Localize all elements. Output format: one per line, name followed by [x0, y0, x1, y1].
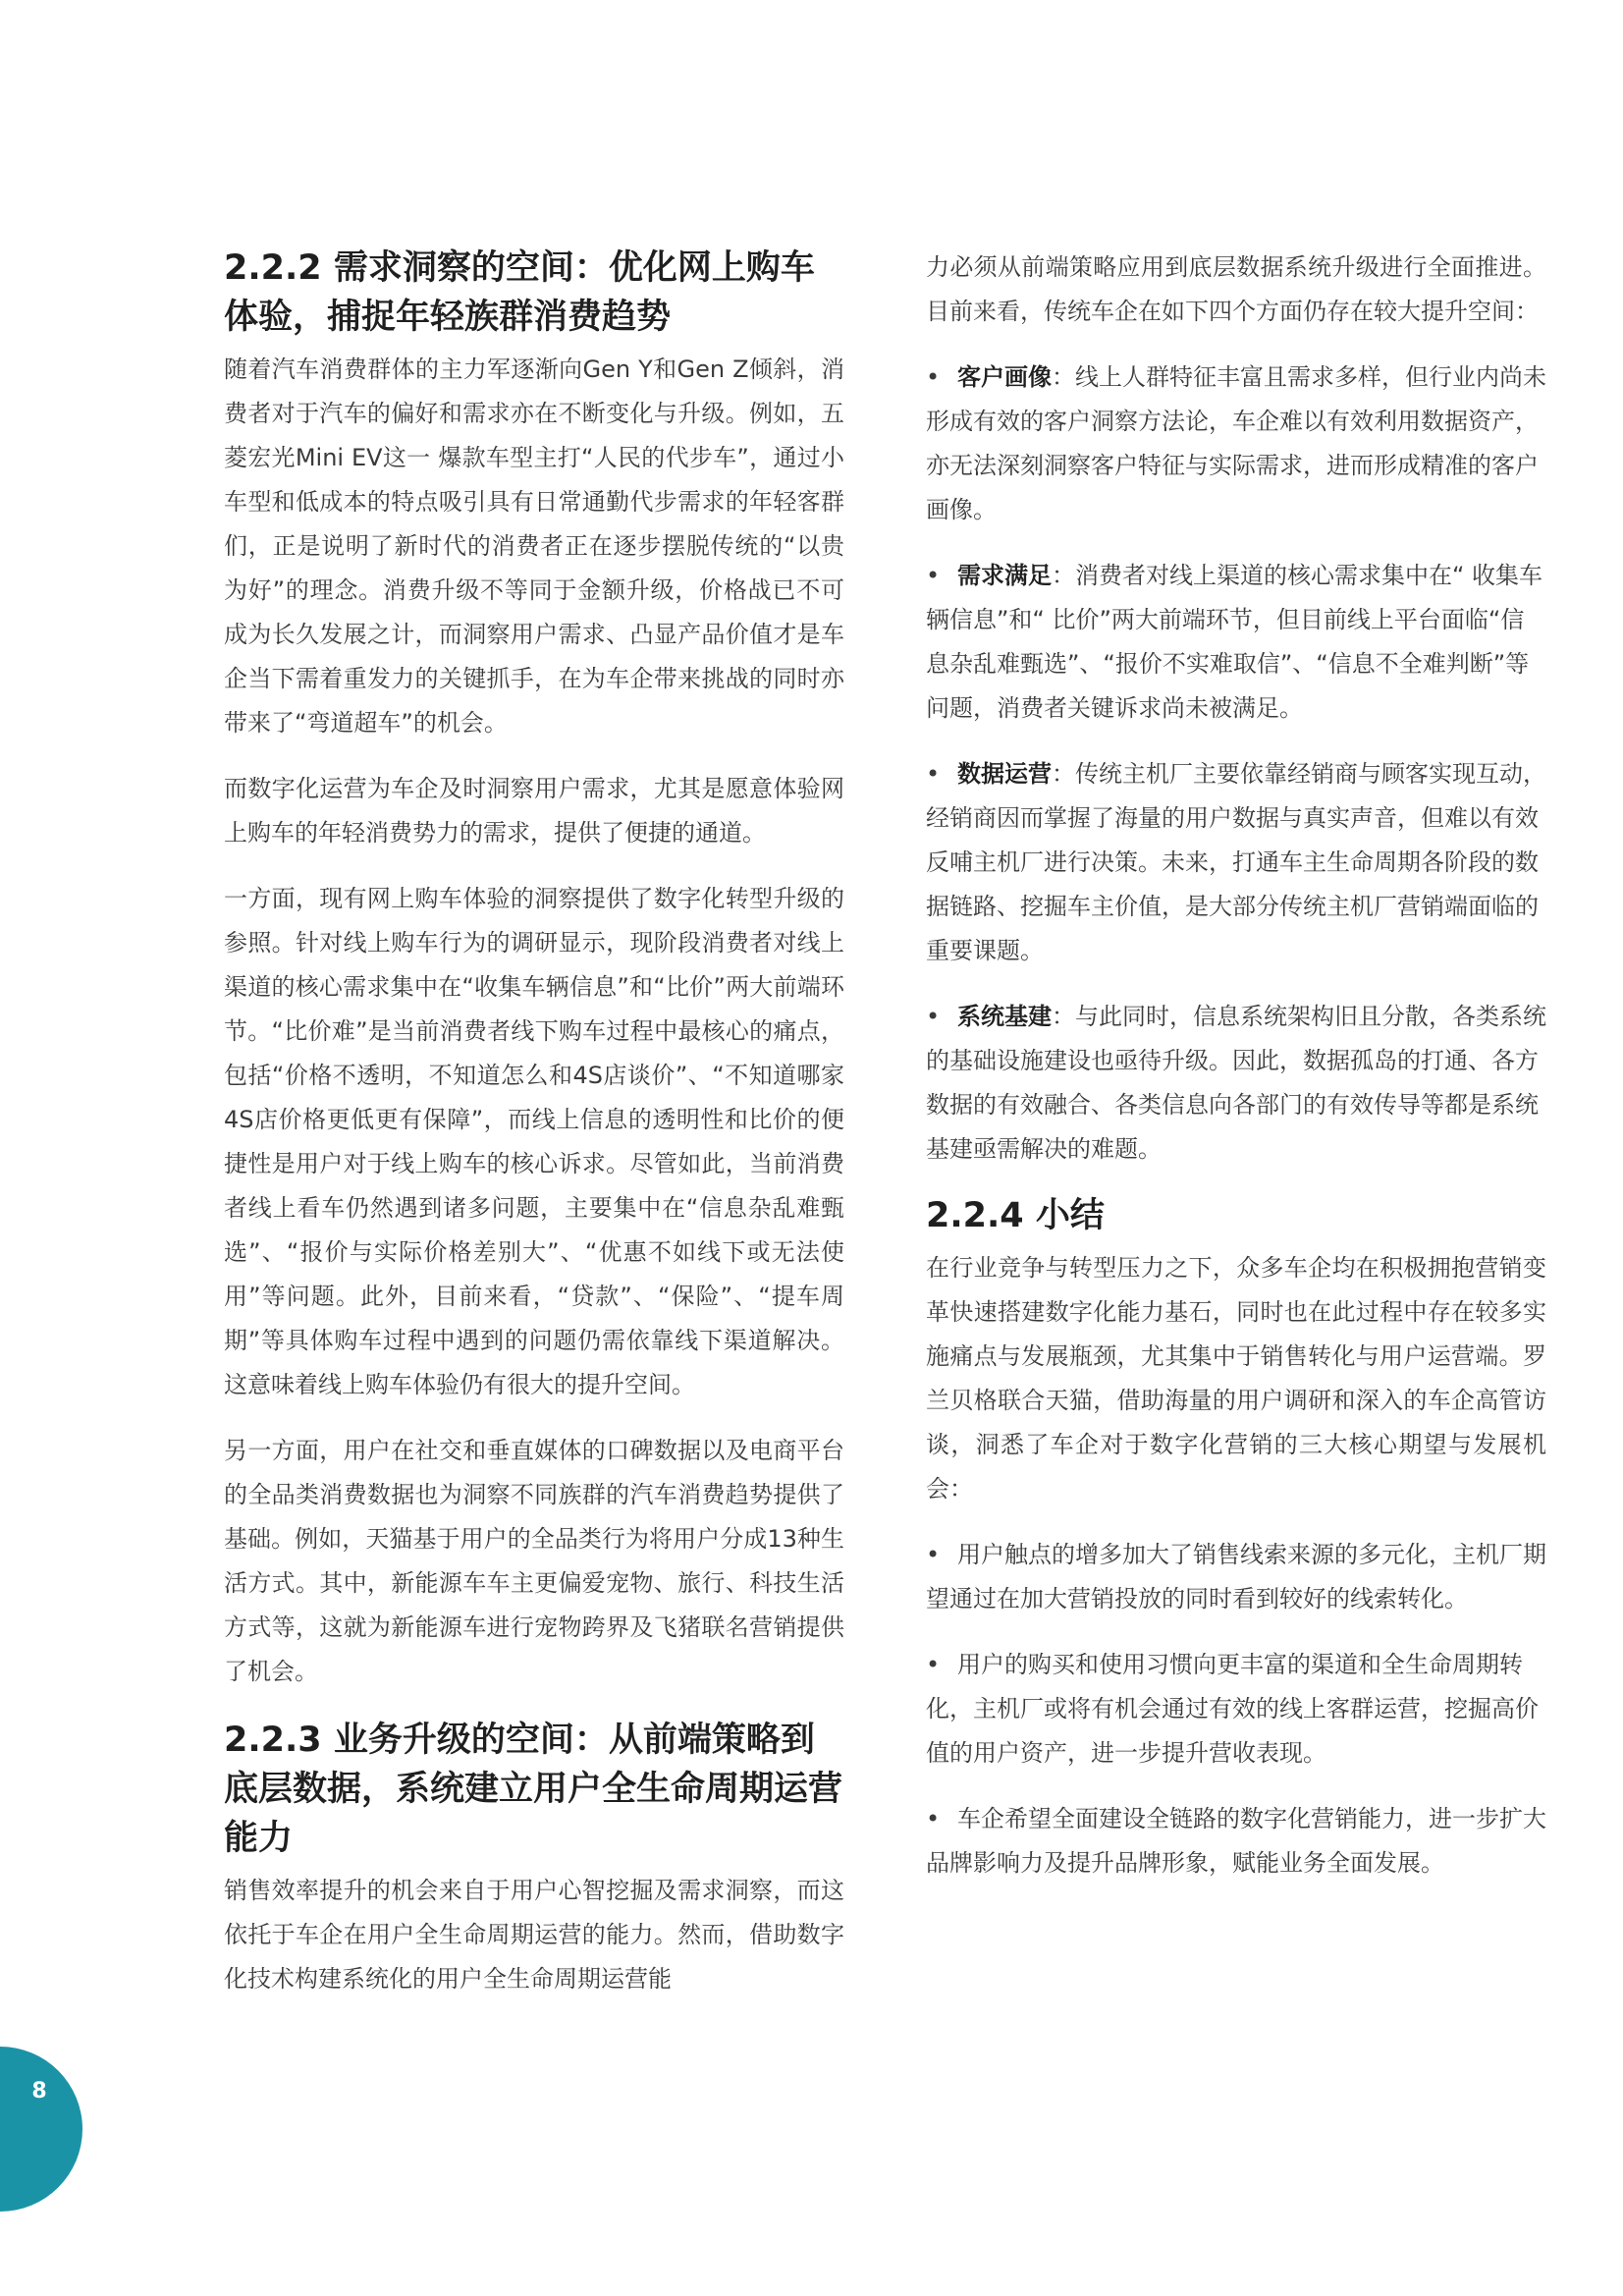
- summary-item-full-chain: [926, 1797, 1546, 1886]
- paragraph-consumer-trend: 随着汽车消费群体的主力军逐渐向Gen Y和Gen Z倾斜，消费者对于汽车的偏好和需求亦在不断变化与升级。例如，五菱宏光Mini EV这一 爆款车型主打“人民的代步车”，通过小车型和低成本的特点吸引具有日常通勤代步需求的年轻客群们，正是说明了新时代的消费者正在逐步摆脱传统的“以贵为好”的理念。消费升级不等同于金额升级，价格战已不可成为长久发展之计，而洞察用户需求、凸显产品价值才是车企当下需着重发力的关键抓手，在为车企带来挑战的同时亦带来了“弯道超车”的机会。: [224, 355, 844, 737]
- bullet-keyword: 需求满足: [957, 562, 1052, 589]
- bullet-dot-icon: •: [926, 1805, 941, 1832]
- bullet-text: ：与此同时，信息系统架构旧且分散，各类系统的基础设施建设也亟待升级。因此，数据孤岛的打通、各方数据的有效融合、各类信息向各部门的有效传导等都是系统基建亟需解决的难题。: [926, 1003, 1546, 1163]
- bullet-customer-profile: [926, 355, 1546, 532]
- bullet-dot-icon: •: [926, 562, 941, 589]
- paragraph-continued: 力必须从前端策略应用到底层数据系统升级进行全面推进。目前来看，传统车企在如下四个方面仍存在较大提升空间：: [926, 253, 1546, 325]
- bullet-keyword: 系统基建: [957, 1003, 1052, 1030]
- bullet-keyword: 客户画像: [957, 363, 1052, 391]
- right-column: [926, 246, 1546, 1886]
- bullet-dot-icon: •: [926, 1651, 941, 1678]
- bullet-data-operation: [926, 752, 1546, 973]
- summary-text: 车企希望全面建设全链路的数字化营销能力，进一步扩大品牌影响力及提升品牌形象，赋能业务全面发展。: [926, 1805, 1546, 1877]
- left-column: [224, 244, 844, 2001]
- paragraph-summary: 在行业竞争与转型压力之下，众多车企均在积极拥抱营销变革快速搭建数字化能力基石，同时也在此过程中存在较多实施痛点与发展瓶颈，尤其集中于销售转化与用户运营端。罗兰贝格联合天猫，借助海量的用户调研和深入的车企高管访谈，洞悉了车企对于数字化营销的三大核心期望与发展机会：: [926, 1254, 1546, 1503]
- page-number-badge: [0, 2047, 82, 2212]
- summary-item-touchpoints: [926, 1533, 1546, 1621]
- bullet-dot-icon: •: [926, 363, 941, 391]
- heading-2-2-2: 2.2.2 需求洞察的空间：优化网上购车体验，捕捉年轻族群消费趋势: [224, 248, 815, 337]
- bullet-system-infrastructure: [926, 995, 1546, 1172]
- heading-2-2-3: 2.2.3 业务升级的空间：从前端策略到底层数据，系统建立用户全生命周期运营能力: [224, 1721, 843, 1858]
- bullet-dot-icon: •: [926, 1541, 941, 1568]
- bullet-demand-satisfaction: [926, 554, 1546, 731]
- bullet-text: ：线上人群特征丰富且需求多样，但行业内尚未形成有效的客户洞察方法论，车企难以有效利用数据资产，亦无法深刻洞察客户特征与实际需求，进而形成精准的客户画像。: [926, 363, 1546, 523]
- summary-item-lifecycle: [926, 1643, 1546, 1776]
- summary-text: 用户触点的增多加大了销售线索来源的多元化，主机厂期望通过在加大营销投放的同时看到较好的线索转化。: [926, 1541, 1546, 1613]
- bullet-text: ：消费者对线上渠道的核心需求集中在“ 收集车辆信息”和“ 比价”两大前端环节，但目前线上平台面临“信息杂乱难甄选”、“报价不实难取信”、“信息不全难判断”等问题，消费者关键诉求尚未被满足。: [926, 562, 1543, 722]
- heading-2-2-4: 2.2.4 小结: [926, 1196, 1105, 1235]
- bullet-text: ：传统主机厂主要依靠经销商与顾客实现互动，经销商因而掌握了海量的用户数据与真实声音，但难以有效反哺主机厂进行决策。未来，打通车主生命周期各阶段的数据链路、挖掘车主价值，是大部分传统主机厂营销端面临的重要课题。: [926, 760, 1546, 964]
- paragraph-sales-efficiency: 销售效率提升的机会来自于用户心智挖掘及需求洞察，而这依托于车企在用户全生命周期运营的能力。然而，借助数字化技术构建系统化的用户全生命周期运营能: [224, 1877, 844, 1993]
- bullet-keyword: 数据运营: [957, 760, 1052, 788]
- paragraph-digital-ops: 而数字化运营为车企及时洞察用户需求，尤其是愿意体验网上购车的年轻消费势力的需求，提供了便捷的通道。: [224, 775, 844, 847]
- summary-text: 用户的购买和使用习惯向更丰富的渠道和全生命周期转化，主机厂或将有机会通过有效的线上客群运营，挖掘高价值的用户资产，进一步提升营收表现。: [926, 1651, 1539, 1767]
- bullet-dot-icon: •: [926, 760, 941, 788]
- page-number: 8: [31, 2079, 47, 2104]
- paragraph-online-insight: 一方面，现有网上购车体验的洞察提供了数字化转型升级的参照。针对线上购车行为的调研显示，现阶段消费者对线上渠道的核心需求集中在“收集车辆信息”和“比价”两大前端环节。“比价难”是当前消费者线下购车过程中最核心的痛点，包括“价格不透明，不知道怎么和4S店谈价”、“不知道哪家4S店价格更低更有保障”，而线上信息的透明性和比价的便捷性是用户对于线上购车的核心诉求。尽管如此，当前消费者线上看车仍然遇到诸多问题，主要集中在“信息杂乱难甄选”、“报价与实际价格差别大”、“优惠不如线下或无法使用”等问题。此外，目前来看，“贷款”、“保险”、“提车周期”等具体购车过程中遇到的问题仍需依靠线下渠道解决。这意味着线上购车体验仍有很大的提升空间。: [224, 885, 844, 1398]
- bullet-dot-icon: •: [926, 1003, 941, 1030]
- paragraph-ecommerce-data: 另一方面，用户在社交和垂直媒体的口碑数据以及电商平台的全品类消费数据也为洞察不同族群的汽车消费趋势提供了基础。例如，天猫基于用户的全品类行为将用户分成13种生活方式。其中，新能源车车主更偏爱宠物、旅行、科技生活方式等，这就为新能源车进行宠物跨界及飞猪联名营销提供了机会。: [224, 1437, 844, 1685]
